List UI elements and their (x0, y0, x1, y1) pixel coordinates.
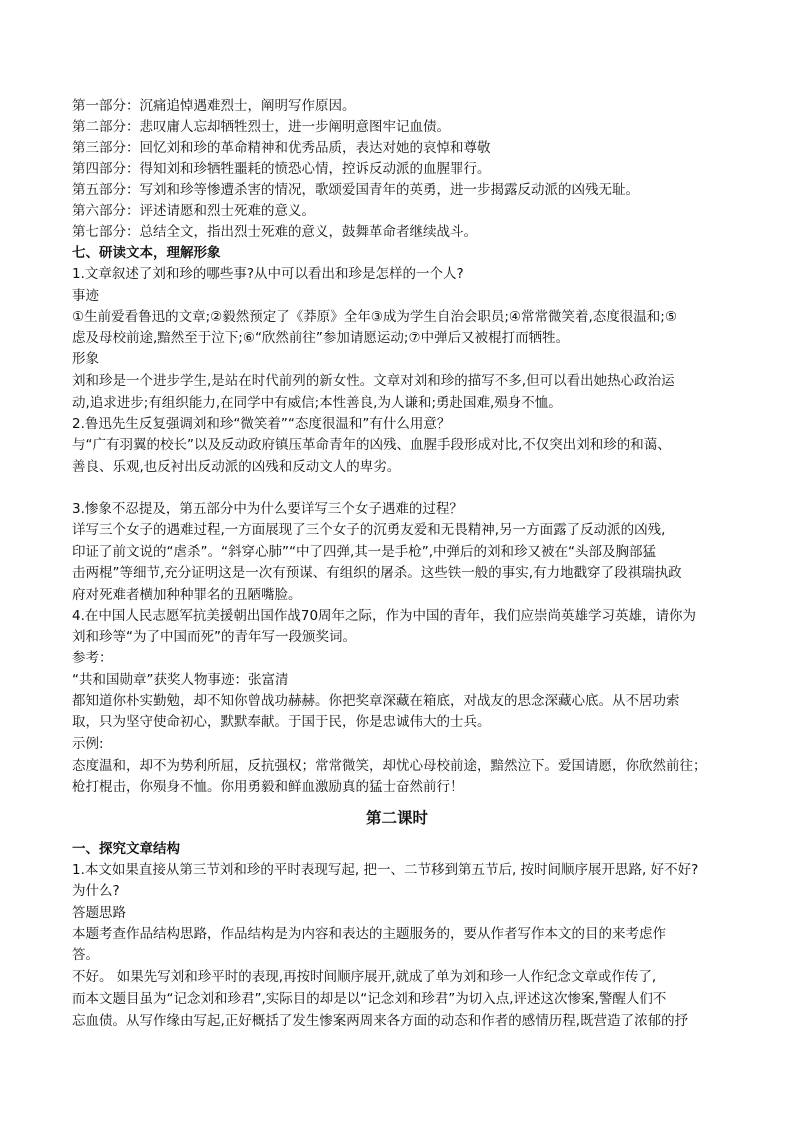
part-4: 第四部分：得知刘和珍牺牲噩耗的愤恐心情，控诉反动派的血腥罪行。 (72, 161, 491, 177)
answer-3-line-4: 府对死难者横加种种罪名的丑陋嘴脸。 (72, 587, 302, 603)
question-1: 1.文章叙述了刘和珍的哪些事?从中可以看出和珍是怎样的一个人? (72, 266, 464, 282)
section-heading: 七、研读文本，理解形象 (72, 245, 221, 261)
reference-line-2: 取，只为坚守使命初心，默默奉献。于国于民，你是忠诚伟大的士兵。 (72, 714, 491, 730)
approach-label: 答题思路 (72, 905, 126, 921)
approach-line-1: 本题考查作品结构思路，作品结构是为内容和表达的主题服务的，要从作者写作本文的目的来考虑作 (72, 926, 666, 942)
question-4-line-2: 刘和珍等“为了中国而死”的青年写一段颁奖词。 (72, 629, 356, 645)
reference-label: 参考： (72, 650, 113, 666)
question-3: 3.惨象不忍提及，第五部分中为什么要详写三个女子遇难的过程？ (72, 501, 463, 517)
lesson2-question-line-2: 为什么? (72, 883, 120, 899)
part-6: 第六部分：评述请愿和烈士死难的意义。 (72, 203, 315, 219)
answer-line-2: 而本文题目虽为“记念刘和珍君”,实际目的却是以“记念刘和珍君”为切入点,评述这次惨案,警醒人们不 (72, 991, 667, 1007)
image-line-1: 刘和珍是一个进步学生,是站在时代前列的新女性。文章对刘和珍的描写不多,但可以看出她热心政治运 (72, 373, 675, 389)
answer-3-line-2: 印证了前文说的“虐杀”。“斜穿心肺”“中了四弹,其一是手枪”,中弹后的刘和珍又被在“头部及胸部猛 (72, 544, 657, 560)
part-5: 第五部分：写刘和珍等惨遭杀害的情况，歌颂爱国青年的英勇，进一步揭露反动派的凶残无耻。 (72, 182, 639, 198)
part-2: 第二部分：悲叹庸人忘却牺牲烈士，进一步阐明意图牢记血债。 (72, 119, 450, 135)
answer-line-3: 忘血债。从写作缘由写起,正好概括了发生惨案两周来各方面的动态和作者的感情历程,既营造了浓郁的抒 (72, 1013, 689, 1029)
answer-3-line-3: 击两棍”等细节,充分证明这是一次有预谋、有组织的屠杀。这些铁一般的事实,有力地戳穿了段祺瑞执政 (72, 565, 682, 581)
lesson-title: 第二课时 (365, 809, 428, 827)
lesson2-question-line-1: 1.本文如果直接从第三节刘和珍的平时表现写起, 把一、二节移到第五节后, 按时间顺序展开思路, 好不好? (72, 862, 699, 878)
example-line-1: 态度温和，却不为势利所屈，反抗强权；常常微笑，却忧心母校前途，黯然泣下。爱国请愿，你欣然前往； (72, 758, 707, 774)
answer-2-line-2: 善良、乐观,也反衬出反动派的凶残和反动文人的卑劣。 (72, 459, 401, 475)
deeds-label: 事迹 (72, 288, 99, 304)
deeds-line-1: ①生前爱看鲁迅的文章;②毅然预定了《莽原》全年③成为学生自治会职员;④常常微笑着,态度很温和;⑤ (72, 309, 677, 325)
part-3: 第三部分：回忆刘和珍的革命精神和优秀品质，表达对她的哀悼和尊敬 (72, 140, 491, 156)
approach-line-2: 答。 (72, 947, 99, 963)
image-label: 形象 (72, 351, 99, 367)
answer-3-line-1: 详写三个女子的遇难过程,一方面展现了三个女子的沉勇友爱和无畏精神,另一方面露了反动派的凶残, (72, 522, 666, 538)
part-1: 第一部分：沉痛追悼遇难烈士，阐明写作原因。 (72, 98, 356, 114)
reference-line-1: 都知道你朴实勤勉，却不知你曾战功赫赫。你把奖章深藏在箱底，对战友的思念深藏心底。从不居功索 (72, 693, 680, 709)
image-line-2: 动,追求进步;有组织能力,在同学中有威信;本性善良,为人谦和;勇赴国难,殒身不恤。 (72, 395, 562, 411)
example-label: 示例: (72, 736, 104, 752)
answer-line-1: 不好。 如果先写刘和珍平时的表现,再按时间顺序展开,就成了单为刘和珍一人作纪念文章或作传了, (72, 969, 657, 985)
question-4-line-1: 4.在中国人民志愿军抗美援朝出国作战70周年之际，作为中国的青年，我们应崇尚英雄学习英雄，请你为 (72, 608, 697, 624)
part-7: 第七部分：总结全文，指出烈士死难的意义，鼓舞革命者继续战斗。 (72, 224, 477, 240)
lesson2-heading: 一、探究文章结构 (72, 841, 180, 857)
example-line-2: 枪打棍击，你殒身不恤。你用勇毅和鲜血激励真的猛士奋然前行！ (72, 779, 464, 795)
deeds-line-2: 虑及母校前途,黯然至于泣下;⑥“欣然前往”参加请愿运动;⑦中弹后又被棍打而牺牲。 (72, 330, 570, 346)
reference-title: “共和国勋章”获奖人物事迹：张富清 (72, 672, 289, 688)
answer-2-line-1: 与“广有羽翼的校长”以及反动政府镇压革命青年的凶残、血腥手段形成对比,不仅突出刘和珍的和蔼、 (72, 437, 671, 453)
question-2: 2.鲁迅先生反复强调刘和珍“微笑着”“态度很温和”有什么用意？ (72, 416, 451, 432)
